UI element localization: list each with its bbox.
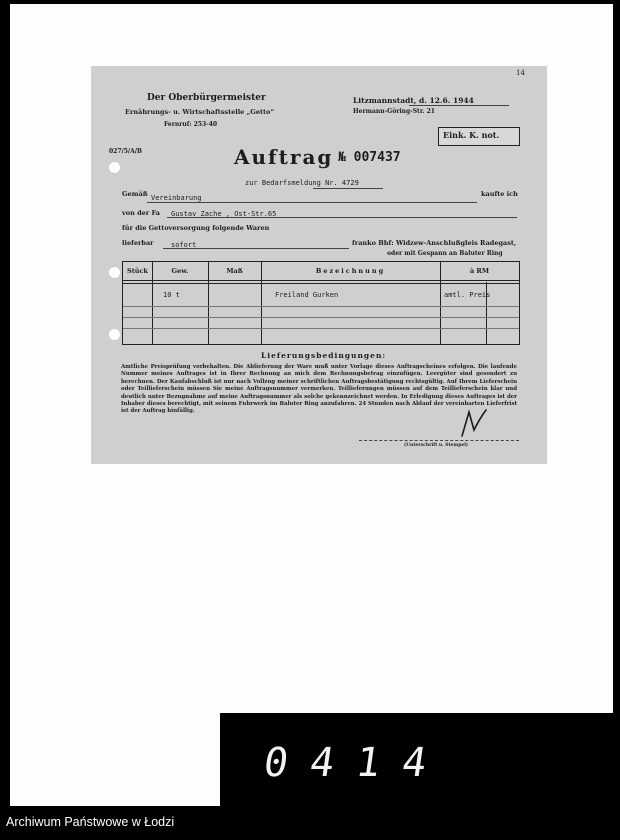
punch-hole: [109, 329, 120, 340]
supplier-underline: [167, 217, 517, 218]
receipt-stamp: [438, 127, 520, 146]
issuer-title: Der Oberbürgermeister: [147, 93, 266, 103]
order-number: № 007437: [338, 150, 401, 165]
punch-hole: [109, 267, 120, 278]
page-number: 14: [516, 69, 525, 77]
purchase-label: kaufte ich: [481, 190, 518, 198]
signature-line: [359, 440, 519, 441]
film-frame-number: 0414: [260, 740, 452, 786]
column-header-pieces: Stück: [127, 267, 148, 275]
demand-underline: [313, 188, 383, 189]
phone-number: Fernruf: 253-40: [164, 121, 218, 128]
basis-underline: [147, 202, 477, 203]
punch-hole: [109, 162, 120, 173]
carriage-option: oder mit Gespann an Baluter Ring: [387, 250, 503, 257]
basis-label: Gemäß: [122, 190, 148, 198]
table-cell: Freiland Gurken: [275, 291, 339, 299]
supplier-label: von der Fa: [122, 209, 160, 217]
archive-name: Archiwum Państwowe w Łodzi: [6, 815, 175, 829]
signature-caption: (Unterschrift u. Stempel): [404, 443, 469, 448]
basis-value: Vereinbarung: [151, 194, 202, 202]
place-date: Litzmannstadt, d. 12.6. 1944: [353, 96, 474, 105]
delivery-conditions-text: Amtliche Preisprüfung vorbehalten. Die Ablieferung der Ware muß unter Vorlage dieses Auftragscheines erfolgen. Die laufende Nummer meines Auftrages ist in Ihrer Rechnung an mich dem Rechnungsbetrag einzufügen. Leergüter sind gesondert zu berechnen. Der Kaufabschluß ist nur nach Vollzug meiner schriftlichen Auftragsbestätigung rechtsgültig. Auf Ihrem Lieferschein oder Teillieferschein müssen Sie meine Auftragsnummer vermerken. Teillieferungen müssen auf dem Teillieferschein klar und deutlich unter Bezugnahme auf meine Auftragsnummer als solche gekennzeichnet werden. In Erledigung dieses Auftrages ist der Inhaber dieses berechtigt, mit seinem Fuhrwerk im Baluter Ring anzufahren. 24 Stunden nach Ablauf der vereinbarten Lieferfrist ist der Auftrag hinfällig.: [121, 364, 517, 415]
delivery-label: lieferbar: [122, 239, 154, 247]
address: Hermann-Göring-Str. 21: [353, 108, 435, 115]
order-document: [91, 66, 547, 464]
goods-table: [122, 261, 520, 345]
file-reference: 027/5/A/B: [109, 148, 142, 155]
delivery-underline: [163, 248, 349, 249]
column-header-price: à RM: [469, 267, 490, 275]
document-title: Auftrag: [234, 145, 334, 169]
conditions-title: Lieferungsbedingungen:: [261, 351, 387, 360]
issuer-department: Ernährungs- u. Wirtschaftsstelle „Getto“: [125, 108, 275, 116]
supplier-value: Gustav Zache , Ost-Str.65: [171, 210, 277, 218]
date-underline: [409, 105, 509, 106]
column-header-description: Bezeichnung: [315, 267, 386, 275]
table-cell: amtl. Preis: [444, 291, 491, 299]
demand-reference: zur Bedarfsmeldung Nr. 4729: [245, 179, 359, 187]
delivery-value: sofort: [171, 241, 197, 249]
signature-mark: [456, 406, 492, 440]
column-header-measure: Maß: [226, 267, 243, 275]
goods-label: für die Gettoversorgung folgende Waren: [122, 224, 270, 232]
column-header-weight: Gew.: [171, 267, 189, 275]
stamp-text: Eink. K. not.: [443, 130, 500, 140]
freight-station: franko Bhf: Widzew-Anschlußgleis Radegast,: [352, 239, 517, 247]
film-strip-blank: [10, 713, 220, 806]
table-cell: 10 t: [163, 291, 180, 299]
